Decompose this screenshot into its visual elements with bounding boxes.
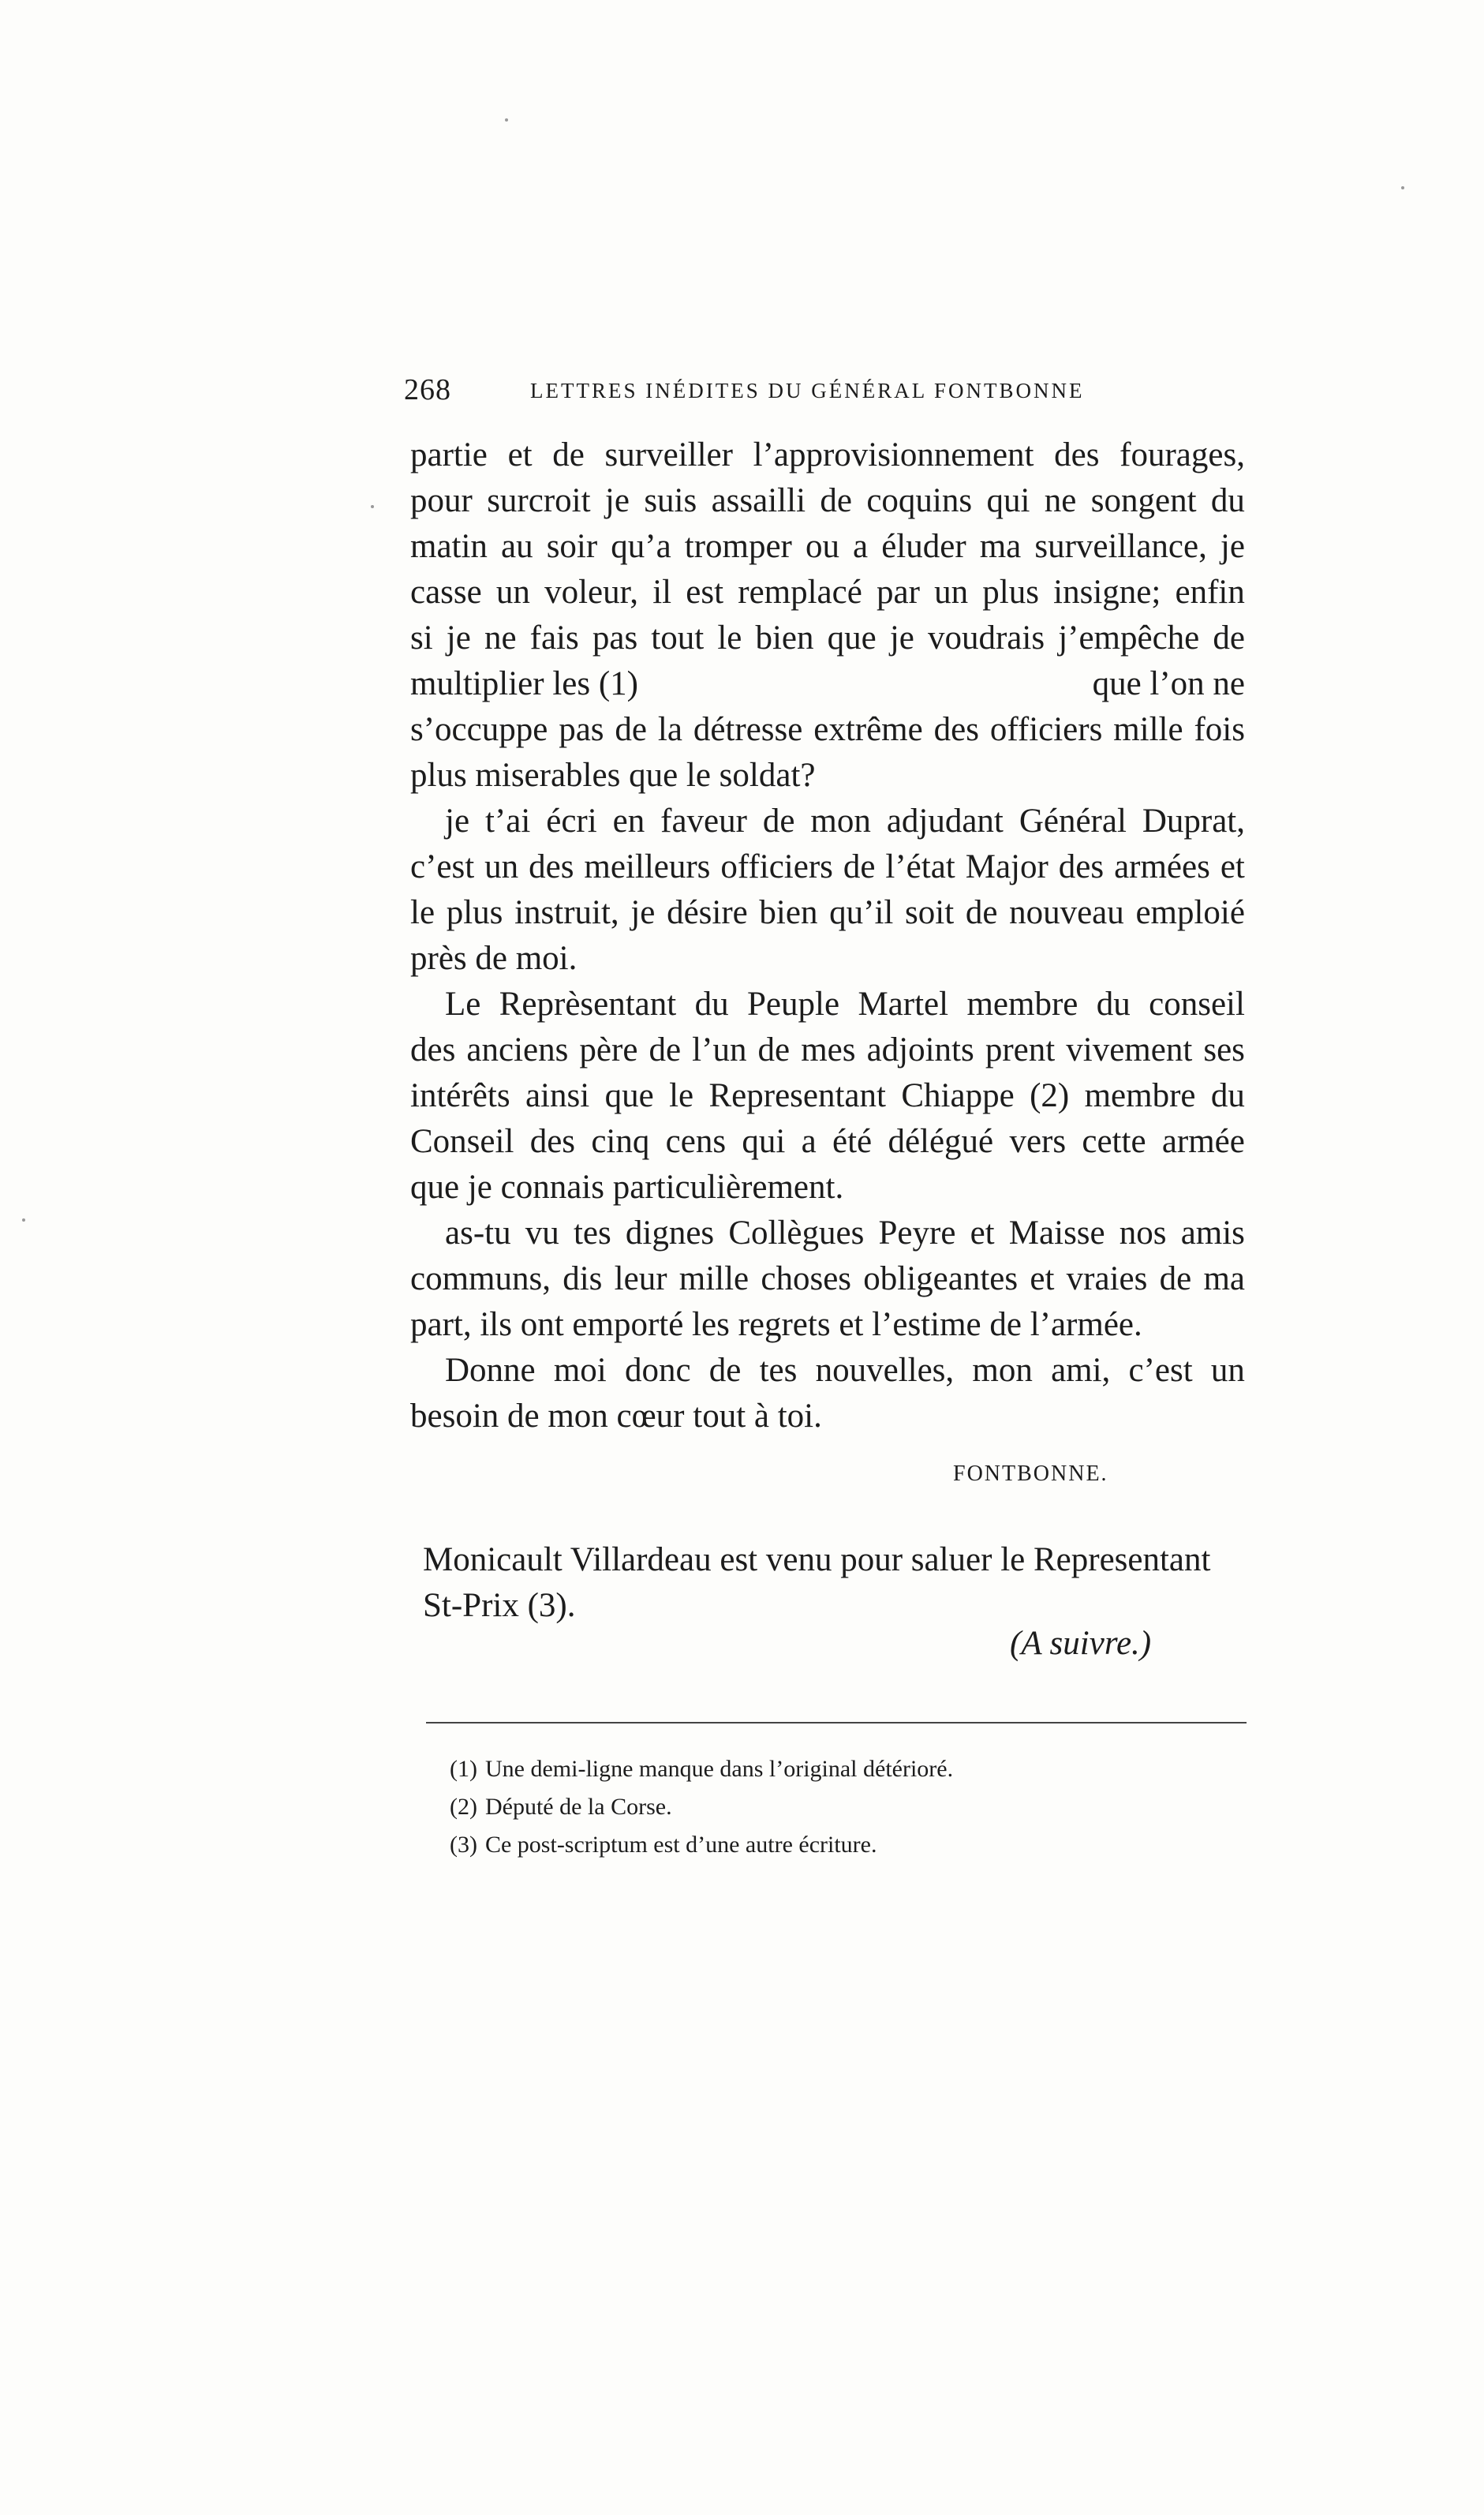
text-line: je t’ai écri en faveur de mon adjudant Général Duprat,	[445, 803, 1245, 840]
text-line: s’occuppe pas de la détresse extrême des officiers mille fois	[410, 711, 1245, 748]
text-line: pour surcroit je suis assailli de coquins qui ne songent du	[410, 482, 1245, 519]
footnote	[450, 1826, 1239, 1864]
signature: FONTBONNE.	[953, 1461, 1108, 1486]
text-line: près de moi.	[410, 940, 578, 977]
text-line: as-tu vu tes dignes Collègues Peyre et Maisse nos amis	[445, 1214, 1245, 1252]
footnote-text: Ce post-scriptum est d’une autre écriture.	[484, 1832, 877, 1858]
postscript-line: Monicault Villardeau est venu pour saluer le Representant	[423, 1541, 1211, 1578]
paper-speck	[22, 1218, 25, 1222]
footnote-mark: (2)	[450, 1794, 477, 1820]
text-line: plus miserables que le soldat?	[410, 757, 816, 794]
text-line: Le Reprèsentant du Peuple Martel membre du conseil	[445, 986, 1245, 1023]
footnote-divider	[426, 1722, 1247, 1723]
text-line: part, ils ont emporté les regrets et l’estime de l’armée.	[410, 1306, 1142, 1343]
text-line: communs, dis leur mille choses obligeantes et vraies de ma	[410, 1260, 1245, 1297]
text-line: que je connais particulièrement.	[410, 1169, 844, 1206]
text-line: si je ne fais pas tout le bien que je voudrais j’empêche de	[410, 619, 1245, 657]
text-line: le plus instruit, je désire bien qu’il soit de nouveau emploié	[410, 894, 1245, 931]
text-line: besoin de mon cœur tout à toi.	[410, 1398, 822, 1435]
paper-speck	[371, 505, 374, 508]
paper-speck	[505, 118, 508, 122]
footnote	[450, 1788, 1239, 1826]
footnotes	[450, 1750, 1239, 1864]
text-line: casse un voleur, il est remplacé par un plus insigne; enfin	[410, 574, 1245, 611]
page-number: 268	[404, 373, 451, 406]
footnote	[450, 1750, 1239, 1788]
paragraph	[410, 799, 1245, 982]
footnote-text: Député de la Corse.	[484, 1794, 672, 1820]
letter-body	[410, 432, 1245, 1439]
gap-line-right: que l’on ne	[1092, 665, 1245, 702]
paragraph	[410, 982, 1245, 1211]
text-line: Conseil des cinq cens qui a été délégué vers cette armée	[410, 1123, 1245, 1160]
page-header	[404, 372, 1247, 420]
paragraph	[410, 661, 1245, 799]
postscript-line: St-Prix (3).	[423, 1587, 576, 1624]
text-line: c’est un des meilleurs officiers de l’état Major des armées et	[410, 848, 1245, 885]
text-line: intérêts ainsi que le Representant Chiappe (2) membre du	[410, 1077, 1245, 1114]
text-line: matin au soir qu’a tromper ou a éluder ma surveillance, je	[410, 528, 1245, 565]
postscript	[423, 1537, 1248, 1629]
paragraph	[410, 432, 1245, 661]
text-line: partie et de surveiller l’approvisionnement des fourages,	[410, 436, 1245, 473]
paragraph	[410, 1211, 1245, 1348]
paragraph	[410, 1348, 1245, 1439]
text-line-with-gap	[410, 661, 1245, 707]
footnote-mark: (3)	[450, 1832, 477, 1858]
running-title: LETTRES INÉDITES DU GÉNÉRAL FONTBONNE	[530, 379, 1085, 402]
footnote-text: Une demi-ligne manque dans l’original détérioré.	[484, 1756, 954, 1782]
paper-speck	[1401, 186, 1404, 189]
footnote-mark: (1)	[450, 1756, 477, 1782]
text-line: Donne moi donc de tes nouvelles, mon ami, c’est un	[445, 1352, 1245, 1389]
text-line: des anciens père de l’un de mes adjoints prent vivement ses	[410, 1031, 1245, 1069]
gap-line-left: multiplier les (1)	[410, 665, 638, 702]
continuation-note: (A suivre.)	[1010, 1625, 1152, 1662]
